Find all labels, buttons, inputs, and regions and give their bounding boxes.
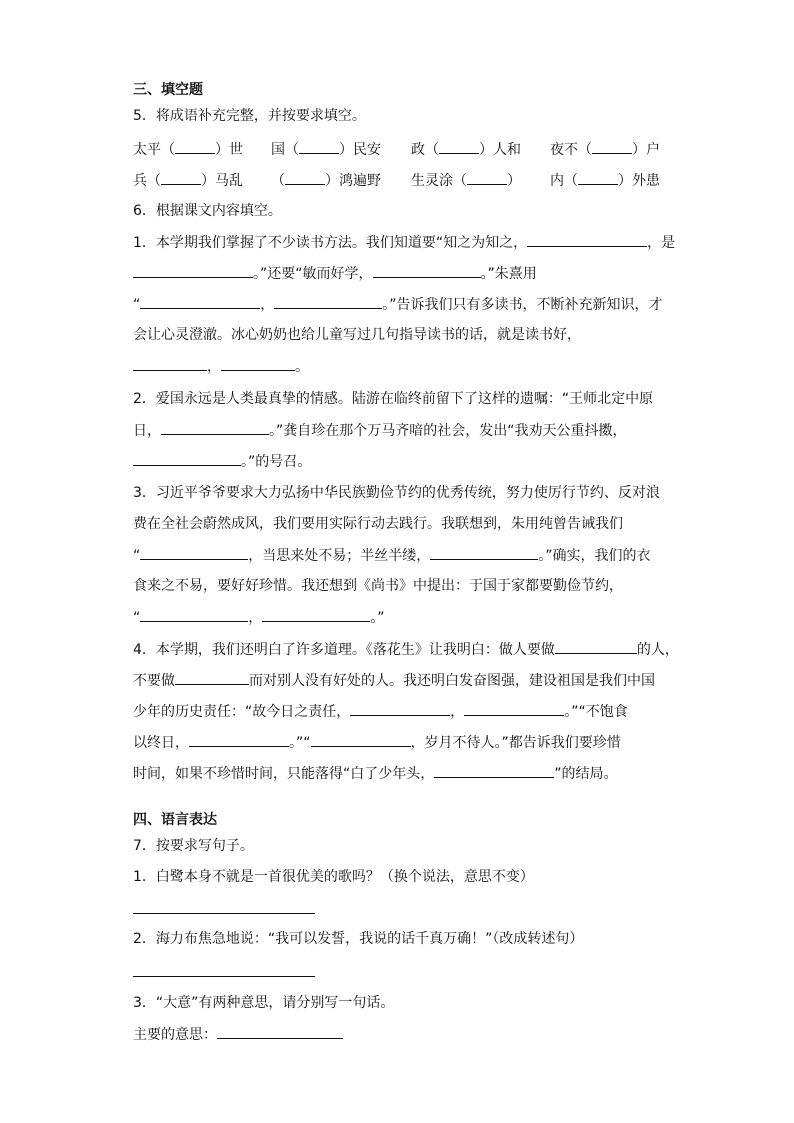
blank[interactable] [189, 732, 289, 747]
q5-prompt: 5．将成语补充完整，并按要求填空。 [133, 108, 366, 124]
blank[interactable] [140, 294, 260, 309]
text: ， [450, 704, 465, 720]
blank[interactable] [555, 639, 637, 654]
idiom-5 [133, 170, 243, 190]
text: 。”朱熹用 [480, 266, 537, 282]
q6-p1-line5 [133, 356, 309, 376]
idiom-6 [271, 170, 381, 190]
text: 4．本学期，我们还明白了许多道理。《落花生》让我明白：做人要做 [133, 642, 555, 658]
text: ， [207, 359, 221, 375]
q7-sentence-2: 2．海力布焦急地说：“我可以发誓，我说的话千真万确！”（改成转述句） [133, 931, 584, 947]
text: 。 [295, 359, 309, 375]
text: 。”还要“敏而好学， [253, 266, 373, 282]
q6-p1-line2 [133, 263, 537, 283]
blank[interactable] [221, 356, 295, 371]
q6-p1-line4: 会让心灵澄澈。冰心奶奶也给儿童写过几句指导读书的话，就是读书好， [133, 327, 581, 343]
blank[interactable] [311, 732, 411, 747]
answer-line-2[interactable] [133, 976, 315, 977]
idiom-pre: 生灵涂（ [411, 173, 467, 189]
blank[interactable] [299, 139, 339, 154]
blank[interactable] [467, 170, 507, 185]
idiom-1 [133, 139, 243, 159]
text: ， [260, 297, 275, 313]
idiom-post: ）人和 [479, 142, 521, 158]
idiom-post: ） [507, 173, 521, 189]
blank[interactable] [434, 763, 554, 778]
text: 的人， [636, 642, 679, 658]
blank[interactable] [527, 232, 647, 247]
section4-title: 四、语言表达 [133, 812, 217, 828]
text: 1．本学期我们掌握了不少读书方法。我们知道要“知之为知之， [133, 235, 528, 251]
idiom-pre: 内（ [550, 173, 578, 189]
q6-p4-line2 [133, 670, 655, 690]
blank[interactable] [464, 701, 564, 716]
idiom-3 [411, 139, 521, 159]
q6-p4-line5 [133, 763, 618, 783]
q6-p2-line2 [133, 420, 627, 440]
text: “ [133, 610, 141, 626]
q6-prompt: 6．根据课文内容填空。 [133, 203, 282, 219]
idiom-post: ）马乱 [201, 173, 243, 189]
blank[interactable] [133, 356, 207, 371]
text: “ [133, 548, 141, 564]
text: 。”“ [289, 735, 311, 751]
text: 以终日， [133, 735, 189, 751]
blank[interactable] [262, 607, 370, 622]
idiom-pre: 夜不（ [550, 142, 592, 158]
q6-p1-line1 [133, 232, 675, 252]
text: “ [133, 297, 141, 313]
text: 。”确实，我们的衣 [538, 548, 651, 564]
text: 时间，如果不珍惜时间，只能落得“白了少年头， [133, 766, 435, 782]
text: ，当思来处不易；半丝半缕， [248, 548, 431, 564]
q6-p1-line3 [133, 294, 663, 314]
text: 。”的号召。 [241, 454, 312, 470]
q6-p3-line1: 3．习近平爷爷要求大力弘扬中华民族勤俭节约的优秀传统，努力使厉行节约、反对浪 [133, 485, 660, 501]
blank[interactable] [133, 263, 253, 278]
blank[interactable] [274, 294, 382, 309]
text: 而对别人没有好处的人。我还明白发奋图强，建设祖国是我们中国 [249, 673, 655, 689]
q7-prompt: 7．按要求写句子。 [133, 838, 254, 854]
q6-p4-line1 [133, 639, 679, 659]
idiom-pre: （ [271, 173, 285, 189]
q6-p4-line4 [133, 732, 621, 752]
text: 。”告诉我们只有多读书，不断补充新知识，才 [382, 297, 663, 313]
idiom-2 [271, 139, 381, 159]
idiom-pre: 太平（ [133, 142, 175, 158]
text: ，是 [647, 235, 676, 251]
blank[interactable] [285, 170, 325, 185]
text: ”的结局。 [554, 766, 618, 782]
idiom-post: ）户 [632, 142, 660, 158]
idiom-4 [550, 139, 660, 159]
blank[interactable] [578, 170, 618, 185]
blank[interactable] [161, 170, 201, 185]
q7-sentence-3: 3．“大意”有两种意思，请分别写一句话。 [133, 995, 395, 1011]
idiom-7 [411, 170, 521, 190]
text: 不要做 [133, 673, 175, 689]
q6-p3-line4: 食来之不易，要好好珍惜。我还想到《尚书》中提出：于国于家都要勤俭节约， [133, 578, 623, 594]
q6-p3-line2: 费在全社会蔚然成风，我们要用实际行动去践行。我联想到，朱用纯曾告诫我们 [133, 516, 623, 532]
q6-p4-line3 [133, 701, 628, 721]
idiom-post: ）民安 [339, 142, 381, 158]
q6-p3-line3 [133, 545, 651, 565]
q6-p3-line5 [133, 607, 385, 627]
section3-title: 三、填空题 [133, 82, 203, 98]
text: 少年的历史责任：“故今日之责任， [133, 704, 351, 720]
text: 日， [133, 423, 161, 439]
text: 。”龚自珍在那个万马齐喑的社会，发出“我劝天公重抖擞， [269, 423, 627, 439]
answer-line-1[interactable] [133, 913, 315, 914]
blank[interactable] [430, 545, 538, 560]
idiom-pre: 兵（ [133, 173, 161, 189]
blank[interactable] [140, 607, 248, 622]
idiom-post: ）鸿遍野 [325, 173, 381, 189]
text: ， [248, 610, 263, 626]
blank[interactable] [439, 139, 479, 154]
text: 。” [370, 610, 385, 626]
q7-sentence-1: 1．白鹭本身不就是一首很优美的歌吗？（换个说法，意思不变） [133, 869, 534, 885]
blank[interactable] [133, 451, 241, 466]
blank[interactable] [373, 263, 481, 278]
q6-p2-line1: 2．爱国永远是人类最真挚的情感。陆游在临终前留下了这样的遗嘱：“王师北定中原 [133, 391, 654, 407]
q7-primary-meaning [133, 1024, 343, 1044]
text: 。”“不饱食 [564, 704, 628, 720]
text: ，岁月不待人。”都告诉我们要珍惜 [410, 735, 621, 751]
blank[interactable] [161, 420, 269, 435]
blank[interactable] [175, 139, 215, 154]
blank[interactable] [140, 545, 248, 560]
blank[interactable] [175, 670, 249, 685]
idiom-post: ）世 [215, 142, 243, 158]
blank[interactable] [592, 139, 632, 154]
blank[interactable] [217, 1024, 343, 1039]
idiom-post: ）外患 [618, 173, 660, 189]
idiom-pre: 政（ [411, 142, 439, 158]
blank[interactable] [350, 701, 450, 716]
idiom-pre: 国（ [271, 142, 299, 158]
text: 主要的意思： [133, 1027, 217, 1043]
q6-p2-line3 [133, 451, 311, 471]
idiom-8 [550, 170, 660, 190]
